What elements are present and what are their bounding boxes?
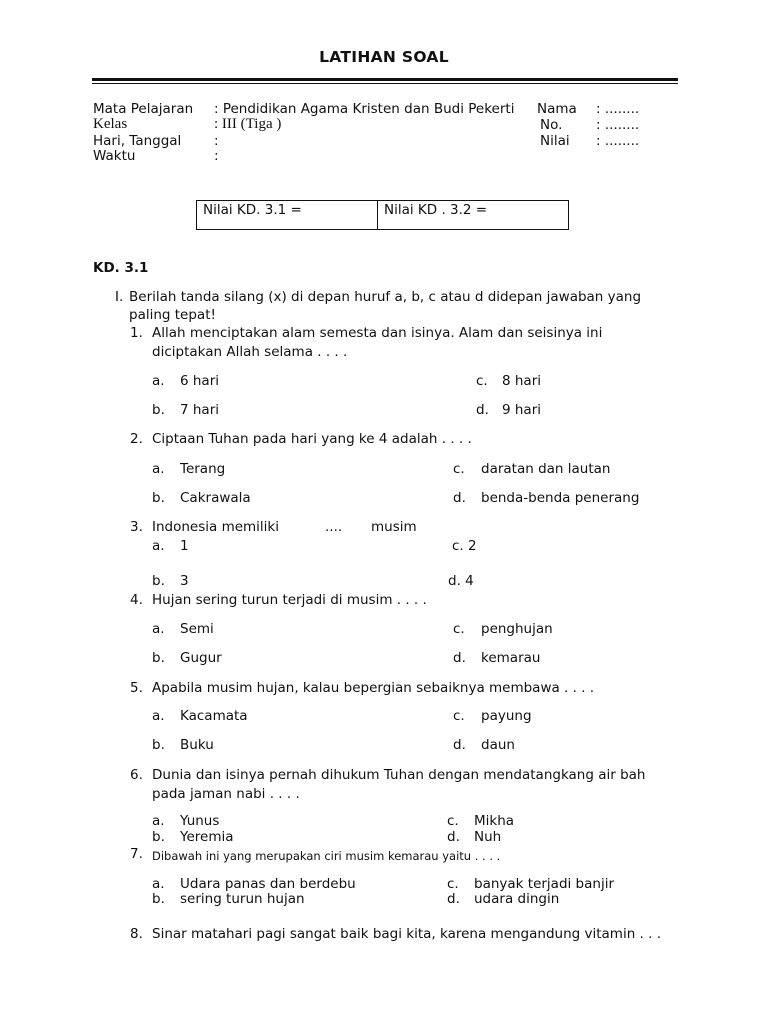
field-value-number: : ........ — [596, 117, 640, 133]
option-text: 1 — [180, 538, 189, 554]
score-cell-kd32: Nilai KD . 3.2 = — [384, 202, 488, 218]
question-text: Sinar matahari pagi sangat baik bagi kita, karena mengandung vitamin . . . — [152, 926, 662, 942]
option-letter: b. — [152, 573, 165, 589]
option-text: 6 hari — [180, 373, 220, 389]
option-text: c. 2 — [452, 538, 477, 554]
question-text: pada jaman nabi . . . . — [152, 786, 300, 802]
option-letter: b. — [152, 650, 165, 666]
question-text: Allah menciptakan alam semesta dan isinya. Alam dan seisinya ini — [152, 325, 603, 341]
option-letter: d. — [453, 650, 466, 666]
field-label-class: Kelas — [93, 116, 128, 132]
option-text: 3 — [180, 573, 189, 589]
option-text: d. 4 — [448, 573, 474, 589]
question-number: 7. — [130, 846, 143, 862]
option-text: daratan dan lautan — [481, 461, 611, 477]
header-rule-thin — [92, 83, 678, 84]
field-value-grade: : ........ — [596, 133, 640, 149]
option-letter: c. — [453, 708, 465, 724]
instruction-number: I. — [115, 289, 124, 305]
option-letter: d. — [447, 829, 460, 845]
option-letter: d. — [476, 402, 489, 418]
option-letter: b. — [152, 402, 165, 418]
option-text: 9 hari — [502, 402, 542, 418]
field-label-date: Hari, Tanggal — [93, 133, 182, 149]
question-number: 6. — [130, 767, 143, 783]
option-letter: a. — [152, 813, 165, 829]
question-text: Indonesia memiliki — [152, 519, 280, 535]
field-label-name: Nama — [537, 101, 577, 117]
question-text: Hujan sering turun terjadi di musim . . . . — [152, 592, 427, 608]
option-letter: a. — [152, 621, 165, 637]
field-label-subject: Mata Pelajaran — [93, 101, 194, 117]
option-text: Kacamata — [180, 708, 248, 724]
field-value-class: : III (Tiga ) — [214, 116, 282, 132]
option-letter: c. — [453, 461, 465, 477]
option-letter: c. — [453, 621, 465, 637]
field-value-subject: : Pendidikan Agama Kristen dan Budi Pekerti — [214, 101, 515, 117]
option-letter: d. — [447, 891, 460, 907]
page-title: LATIHAN SOAL — [319, 48, 449, 66]
question-text: diciptakan Allah selama . . . . — [152, 344, 348, 360]
option-text: Terang — [180, 461, 226, 477]
option-letter: c. — [447, 876, 459, 892]
question-text: Dunia dan isinya pernah dihukum Tuhan dengan mendatangkang air bah — [152, 767, 646, 783]
option-text: Buku — [180, 737, 214, 753]
option-text: daun — [481, 737, 515, 753]
option-letter: b. — [152, 891, 165, 907]
question-number: 3. — [130, 519, 143, 535]
option-letter: a. — [152, 708, 165, 724]
option-text: Yunus — [180, 813, 220, 829]
score-cell-kd31: Nilai KD. 3.1 = — [197, 201, 378, 229]
option-letter: b. — [152, 490, 165, 506]
field-value-date: : — [214, 133, 219, 149]
field-label-number: No. — [540, 117, 563, 133]
option-letter: d. — [453, 490, 466, 506]
instruction-line: paling tepat! — [129, 307, 216, 323]
section-heading: KD. 3.1 — [93, 260, 149, 276]
field-label-grade: Nilai — [540, 133, 570, 149]
option-text: kemarau — [481, 650, 541, 666]
option-text: Nuh — [474, 829, 502, 845]
option-text: Gugur — [180, 650, 222, 666]
option-letter: a. — [152, 461, 165, 477]
option-letter: a. — [152, 876, 165, 892]
question-text: Ciptaan Tuhan pada hari yang ke 4 adalah . . . . — [152, 431, 472, 447]
question-text: Apabila musim hujan, kalau bepergian sebaiknya membawa . . . . — [152, 680, 595, 696]
option-text: Mikha — [474, 813, 515, 829]
option-text: Cakrawala — [180, 490, 251, 506]
option-text: Udara panas dan berdebu — [180, 876, 356, 892]
question-number: 2. — [130, 431, 143, 447]
field-label-time: Waktu — [93, 148, 136, 164]
option-letter: a. — [152, 373, 165, 389]
option-text: Yeremia — [180, 829, 234, 845]
option-letter: b. — [152, 829, 165, 845]
question-blank: .... — [325, 519, 343, 535]
question-number: 8. — [130, 926, 143, 942]
option-letter: d. — [453, 737, 466, 753]
option-text: udara dingin — [474, 891, 560, 907]
instruction-line: Berilah tanda silang (x) di depan huruf a, b, c atau d didepan jawaban yang — [129, 289, 642, 305]
option-text: banyak terjadi banjir — [474, 876, 615, 892]
option-text: Semi — [180, 621, 214, 637]
option-text: sering turun hujan — [180, 891, 305, 907]
option-text: 7 hari — [180, 402, 220, 418]
score-table — [196, 200, 569, 230]
option-text: payung — [481, 708, 532, 724]
option-letter: c. — [476, 373, 488, 389]
question-text: musim — [371, 519, 417, 535]
question-text: Dibawah ini yang merupakan ciri musim kemarau yaitu . . . . — [152, 849, 501, 863]
option-text: benda-benda penerang — [481, 490, 640, 506]
option-letter: b. — [152, 737, 165, 753]
question-number: 1. — [130, 325, 143, 341]
option-text: 8 hari — [502, 373, 542, 389]
option-text: penghujan — [481, 621, 553, 637]
option-letter: a. — [152, 538, 165, 554]
option-letter: c. — [447, 813, 459, 829]
question-number: 5. — [130, 680, 143, 696]
question-number: 4. — [130, 592, 143, 608]
field-value-name: : ........ — [596, 101, 640, 117]
field-value-time: : — [214, 148, 219, 164]
header-rule-thick — [92, 78, 678, 81]
